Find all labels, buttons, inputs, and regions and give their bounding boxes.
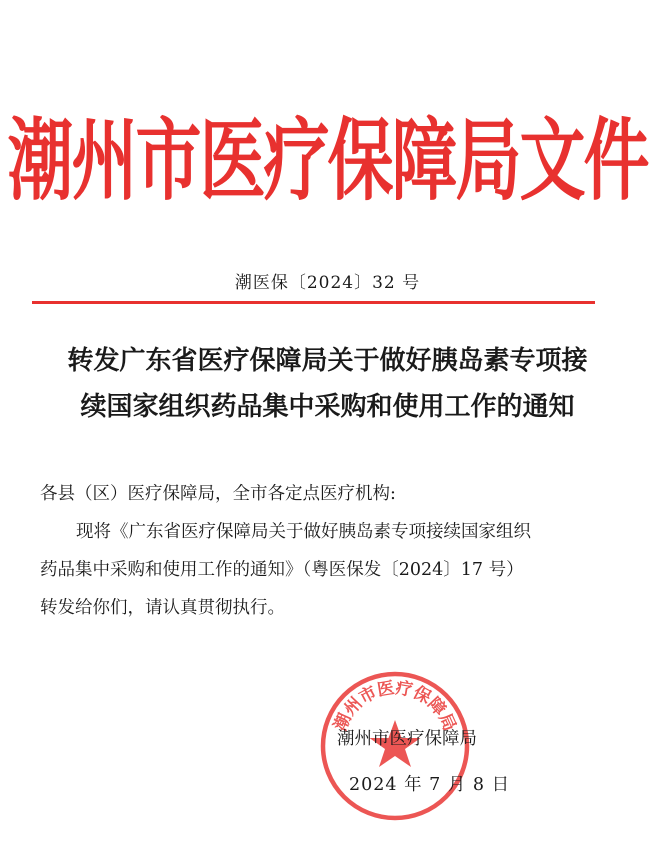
issuer-name: 潮州市医疗保障局 — [337, 729, 477, 749]
masthead-title: 潮州市医疗保障局文件 — [7, 109, 648, 214]
body-line-2: 药品集中采购和使用工作的通知》（粤医保发〔2024〕17 号） — [40, 560, 524, 580]
signature-block — [337, 722, 510, 802]
salutation: 各县（区）医疗保障局，全市各定点医疗机构: — [40, 484, 396, 504]
seal-text: 潮州市医疗保障局 — [330, 678, 460, 735]
title-line-2: 续国家组织药品集中采购和使用工作的通知 — [80, 392, 575, 422]
document-number: 潮医保〔2024〕32 号 — [234, 273, 421, 293]
title-line-1: 转发广东省医疗保障局关于做好胰岛素专项接 — [67, 346, 588, 376]
document-title — [20, 338, 635, 430]
red-divider-line — [32, 301, 595, 304]
body-paragraph — [40, 513, 620, 627]
body-line-1: 现将《广东省医疗保障局关于做好胰岛素专项接续国家组织 — [76, 522, 531, 542]
issue-date: 2024 年 7 月 8 日 — [349, 775, 511, 795]
body-line-3: 转发给你们，请认真贯彻执行。 — [40, 598, 285, 618]
